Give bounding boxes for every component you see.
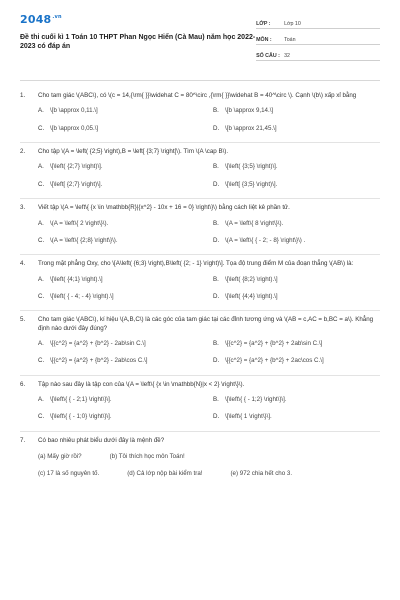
option-label: D. [213, 236, 220, 244]
option-label: C. [38, 413, 45, 421]
option-d[interactable] [213, 181, 380, 189]
statement-row [38, 470, 380, 478]
option-text: \[\left( { - 4; - 4} \right).\] [50, 292, 114, 300]
option-text: \[b \approx 21,45.\] [225, 124, 277, 132]
question-head [20, 204, 380, 212]
option-label: A. [38, 219, 44, 227]
option-label: C. [38, 236, 45, 244]
option-text: \[\left[ {3;5} \right)\]. [225, 180, 278, 188]
option-d[interactable] [213, 413, 380, 421]
option-text: \[\left( {4;1} \right).\] [50, 275, 103, 283]
option-label: A. [38, 107, 44, 115]
header-divider [20, 80, 380, 81]
option-text: \[\left[ {2;7} \right)\]. [50, 180, 103, 188]
option-text: \[\left\{ { - 1;2} \right\}\]. [225, 396, 287, 404]
option-text: \[{c^2} = {a^2} + {b^2} + 2ac\cos C.\] [225, 357, 324, 365]
option-grid [38, 396, 380, 431]
question-head [20, 316, 380, 333]
statement-b: (b) Tôi thích học môn Toán! [109, 453, 185, 461]
option-grid [38, 340, 380, 375]
option-text: \[b \approx 0,11.\] [50, 107, 98, 115]
option-label: B. [213, 340, 219, 348]
question-head [20, 92, 380, 100]
option-c[interactable] [38, 357, 205, 365]
option-label: D. [213, 413, 220, 421]
option-d[interactable] [213, 237, 380, 245]
option-text: \[\left\{ { - 1;0} \right\}\]. [50, 413, 112, 421]
question-head [20, 148, 380, 156]
option-label: B. [213, 163, 219, 171]
option-c[interactable] [38, 237, 205, 245]
option-label: B. [213, 219, 219, 227]
option-text: \(A = \left\{ {2;8} \right\}\). [50, 236, 118, 244]
option-label: C. [38, 180, 45, 188]
option-text: \[b \approx 0,05.\] [50, 124, 99, 132]
option-d[interactable] [213, 125, 380, 133]
option-text: \[b \approx 9,14.\] [225, 107, 274, 115]
question-head [20, 381, 380, 389]
question-1 [20, 87, 380, 143]
option-c[interactable] [38, 293, 205, 301]
info-label-class: LỚP : [256, 20, 271, 27]
info-row-count [256, 48, 380, 61]
option-label: A. [38, 163, 44, 171]
option-a[interactable] [38, 340, 205, 348]
question-number: 2. [20, 148, 26, 156]
question-text: Cho tập \(A = \left( {2;5} \right),B = \left[ {3;7} \right[\). Tìm \(A \cap B\). [38, 148, 229, 156]
option-d[interactable] [213, 293, 380, 301]
question-list [20, 87, 380, 478]
info-value-count: 32 [284, 52, 290, 59]
option-text: \[\left( {8;2} \right).\] [225, 275, 278, 283]
info-label-count: SỐ CÂU : [256, 52, 280, 59]
question-text: Trong mặt phẳng Oxy, cho \[A\left( {6;3} \right),B\left( {2; - 1} \right)\]. Tọa độ trung điểm M của đoạn thẳng \(AB\) là: [38, 260, 354, 268]
exam-title: Đề thi cuối kì 1 Toán 10 THPT Phan Ngọc Hiển (Cà Mau) năm học 2022-2023 có đáp án [20, 34, 256, 51]
statement-row [38, 453, 380, 461]
option-label: C. [38, 292, 45, 300]
option-label: D. [213, 180, 220, 188]
option-label: C. [38, 124, 45, 132]
info-row-class [256, 16, 380, 29]
question-4 [20, 255, 380, 311]
info-row-subject [256, 32, 380, 45]
header-left [20, 14, 256, 51]
question-text: Cho tam giác \(ABC\), kí hiệu \(A,B,C\) là các góc của tam giác tại các đỉnh tương ứng và \(AB = c,AC = b,BC = a\). Khẳng định nào dưới đây đúng? [38, 316, 374, 332]
option-text: \[{c^2} = {a^2} + {b^2} + 2ab\sin C.\] [225, 340, 323, 348]
option-c[interactable] [38, 181, 205, 189]
question-head [20, 260, 380, 268]
question-text: Tập nào sau đây là tập con của \(A = \left\{ {x \in \mathbb{N}|x < 2} \right\}\). [38, 380, 245, 388]
statement-e: (e) 972 chia hết cho 3. [230, 469, 293, 477]
option-b[interactable] [213, 396, 380, 404]
info-label-subject: MÔN : [256, 36, 272, 43]
option-text: \[{c^2} = {a^2} + {b^2} - 2ab\cos C.\] [50, 357, 148, 365]
question-head [20, 437, 380, 445]
question-6 [20, 376, 380, 432]
question-number: 3. [20, 204, 26, 212]
option-text: \[\left\{ 1 \right\}\]. [225, 413, 272, 421]
question-number: 1. [20, 92, 26, 99]
option-label: D. [213, 292, 220, 300]
option-a[interactable] [38, 276, 205, 284]
statement-d: (d) Cả lớp nộp bài kiểm tra! [127, 469, 203, 477]
option-label: B. [213, 396, 219, 404]
option-label: C. [38, 357, 45, 365]
question-text: Cho tam giác \(ABC\), có \(c = 14,{\rm{ }}\widehat C = 80^\circ ,{\rm{ }}\widehat B = 40^\circ \). Cạnh \(b\) xấp xỉ bằng [38, 92, 357, 99]
option-text: \[\left( {2;7} \right)\]. [50, 163, 103, 171]
option-text: \(A = \left\{ 8 \right\}\). [225, 219, 284, 227]
option-label: A. [38, 396, 44, 404]
option-b[interactable] [213, 107, 380, 115]
option-text: \[{c^2} = {a^2} + {b^2} - 2ab\sin C.\] [50, 340, 146, 348]
info-value-class: Lớp 10 [284, 20, 301, 27]
option-label: A. [38, 340, 44, 348]
option-label: B. [213, 275, 219, 283]
option-grid [38, 107, 380, 142]
exam-header [20, 14, 380, 76]
option-text: \[\left( {4;4} \right).\] [225, 292, 278, 300]
option-c[interactable] [38, 413, 205, 421]
statement-c: (c) 17 là số nguyên tố. [38, 469, 100, 477]
statement-a: (a) Mấy giờ rồi? [38, 453, 82, 461]
info-value-subject: Toán [284, 36, 296, 43]
question-number: 5. [20, 316, 26, 324]
option-b[interactable] [213, 163, 380, 171]
logo-main: 2048 [20, 13, 52, 26]
option-a[interactable] [38, 396, 205, 404]
option-label: D. [213, 124, 220, 132]
option-text: \[\left( {3;5} \right)\]. [225, 163, 278, 171]
option-label: A. [38, 275, 44, 283]
exam-info-box [256, 16, 380, 64]
option-b[interactable] [213, 340, 380, 348]
question-3 [20, 199, 380, 255]
option-grid [38, 276, 380, 311]
question-5 [20, 311, 380, 375]
option-b[interactable] [213, 276, 380, 284]
option-a[interactable] [38, 107, 205, 115]
option-d[interactable] [213, 357, 380, 365]
question-number: 7. [20, 436, 26, 444]
logo-suffix: .vn [52, 14, 62, 21]
site-logo[interactable] [20, 14, 256, 25]
option-label: D. [213, 357, 220, 365]
question-number: 6. [20, 380, 26, 388]
statement-list [38, 453, 380, 478]
option-label: B. [213, 107, 219, 115]
option-grid [38, 163, 380, 198]
question-text: Có bao nhiêu phát biểu dưới đây là mệnh đề? [38, 436, 165, 444]
option-c[interactable] [38, 125, 205, 133]
question-2 [20, 143, 380, 199]
option-a[interactable] [38, 220, 205, 228]
option-text: \[\left\{ { - 2;1} \right\}\]. [50, 396, 112, 404]
option-a[interactable] [38, 163, 205, 171]
question-text: Viết tập \(A = \left\{ {x \in \mathbb{R}|{x^2} - 10x + 16 = 0} \right\}\) bằng cách liệt kê phần tử. [38, 204, 290, 212]
question-7 [20, 432, 380, 478]
option-text: \(A = \left\{ 2 \right\}\). [50, 219, 109, 227]
question-number: 4. [20, 260, 26, 268]
option-grid [38, 220, 380, 255]
option-b[interactable] [213, 220, 380, 228]
option-text: \(A = \left\{ { - 2; - 8} \right\}\) . [225, 236, 306, 244]
